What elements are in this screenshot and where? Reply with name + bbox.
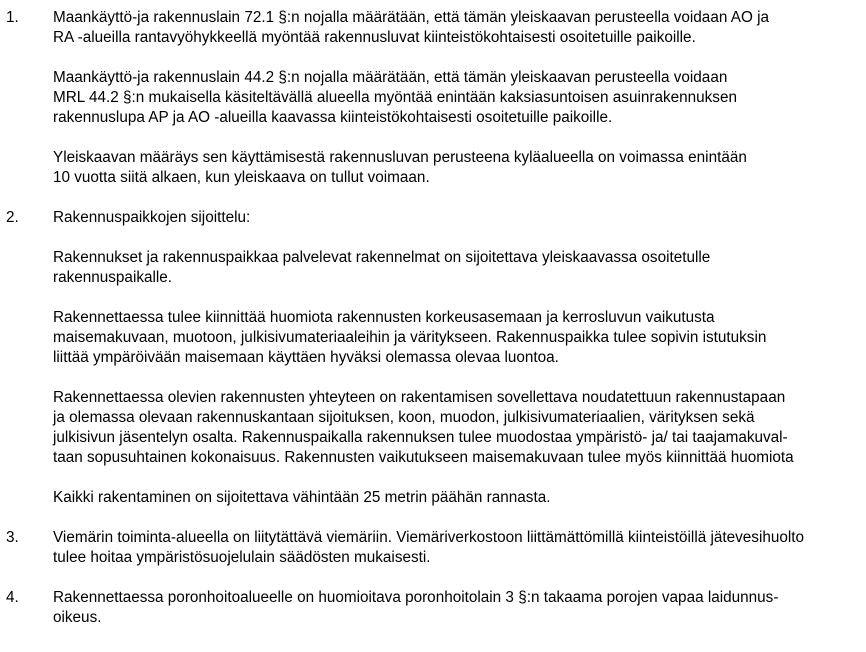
text-line: Maankäyttö-ja rakennuslain 44.2 §:n nojalla määrätään, että tämän yleiskaavan perusteella voidaan (53, 69, 728, 86)
paragraph (53, 68, 866, 128)
text-line: oikeus. (53, 609, 102, 626)
item-number: 3. (6, 529, 19, 546)
paragraph (53, 8, 866, 48)
paragraph (53, 248, 866, 288)
text-line: ja olemassa olevaan rakennuskantaan sijoituksen, koon, muodon, julkisivumateriaalien, värityksen sekä (53, 409, 755, 426)
text-line: Rakennettaessa poronhoitoalueelle on huomioitava poronhoitolain 3 §:n takaama porojen vapaa laidunnus- (53, 589, 779, 606)
text-line: Maankäyttö-ja rakennuslain 72.1 §:n nojalla määrätään, että tämän yleiskaavan perusteella voidaan AO ja (53, 9, 769, 26)
paragraph (53, 308, 866, 368)
paragraph (53, 488, 866, 508)
paragraph (53, 388, 866, 468)
text-line: Kaikki rakentaminen on sijoitettava vähintään 25 metrin päähän rannasta. (53, 489, 551, 506)
text-line: Rakennuspaikkojen sijoittelu: (53, 209, 251, 226)
paragraph (53, 528, 866, 568)
text-line: Yleiskaavan määräys sen käyttämisestä rakennusluvan perusteena kyläalueella on voimassa enintään (53, 149, 747, 166)
text-line: Viemärin toiminta-alueella on liitytättävä viemäriin. Viemäriverkostoon liittämättömillä kiinteistöillä jätevesihuolto (53, 529, 805, 546)
paragraph (53, 208, 866, 228)
paragraph (53, 588, 866, 628)
text-line: julkisivun jäsentelyn osalta. Rakennuspaikalla rakennuksen tulee muodostaa ympäristö- ja/ tai taajamakuval- (53, 429, 788, 446)
paragraph (53, 148, 866, 188)
text-line: MRL 44.2 §:n mukaisella käsiteltävällä alueella myöntää enintään kaksiasuntoisen asuinrakennuksen (53, 89, 737, 106)
list-item (0, 528, 866, 568)
document-body (0, 8, 866, 628)
text-line: tulee hoitaa ympäristösuojelulain säädösten mukaisesti. (53, 549, 431, 566)
list-item (0, 588, 866, 628)
text-line: rakennuslupa AP ja AO -alueilla kaavassa kiinteistökohtaisesti osoitetuille paikoille. (53, 109, 613, 126)
list-item (0, 8, 866, 188)
text-line: liittää ympäröivään maisemaan käyttäen hyväksi olemassa olevaa luontoa. (53, 349, 559, 366)
item-number: 1. (6, 9, 19, 26)
text-line: maisemakuvaan, muotoon, julkisivumateriaaleihin ja väritykseen. Rakennuspaikka tulee sopivin istutuksin (53, 329, 767, 346)
text-line: Rakennukset ja rakennuspaikkaa palvelevat rakennelmat on sijoitettava yleiskaavassa osoitetulle (53, 249, 711, 266)
text-line: Rakennettaessa olevien rakennusten yhteyteen on rakentamisen sovellettava noudatettuun rakennustapaan (53, 389, 786, 406)
text-line: taan sopusuhtainen kokonaisuus. Rakennusten vaikutukseen maisemakuvaan tulee myös kiinnittää huomiota (53, 449, 794, 466)
text-line: 10 vuotta siitä alkaen, kun yleiskaava on tullut voimaan. (53, 169, 430, 186)
list-item (0, 208, 866, 508)
text-line: Rakennettaessa tulee kiinnittää huomiota rakennusten korkeusasemaan ja kerrosluvun vaikutusta (53, 309, 715, 326)
item-number: 2. (6, 209, 19, 226)
text-line: rakennuspaikalle. (53, 269, 173, 286)
item-number: 4. (6, 589, 19, 606)
text-line: RA -alueilla rantavyöhykkeellä myöntää rakennusluvat kiinteistökohtaisesti osoitetuille paikoille. (53, 29, 696, 46)
